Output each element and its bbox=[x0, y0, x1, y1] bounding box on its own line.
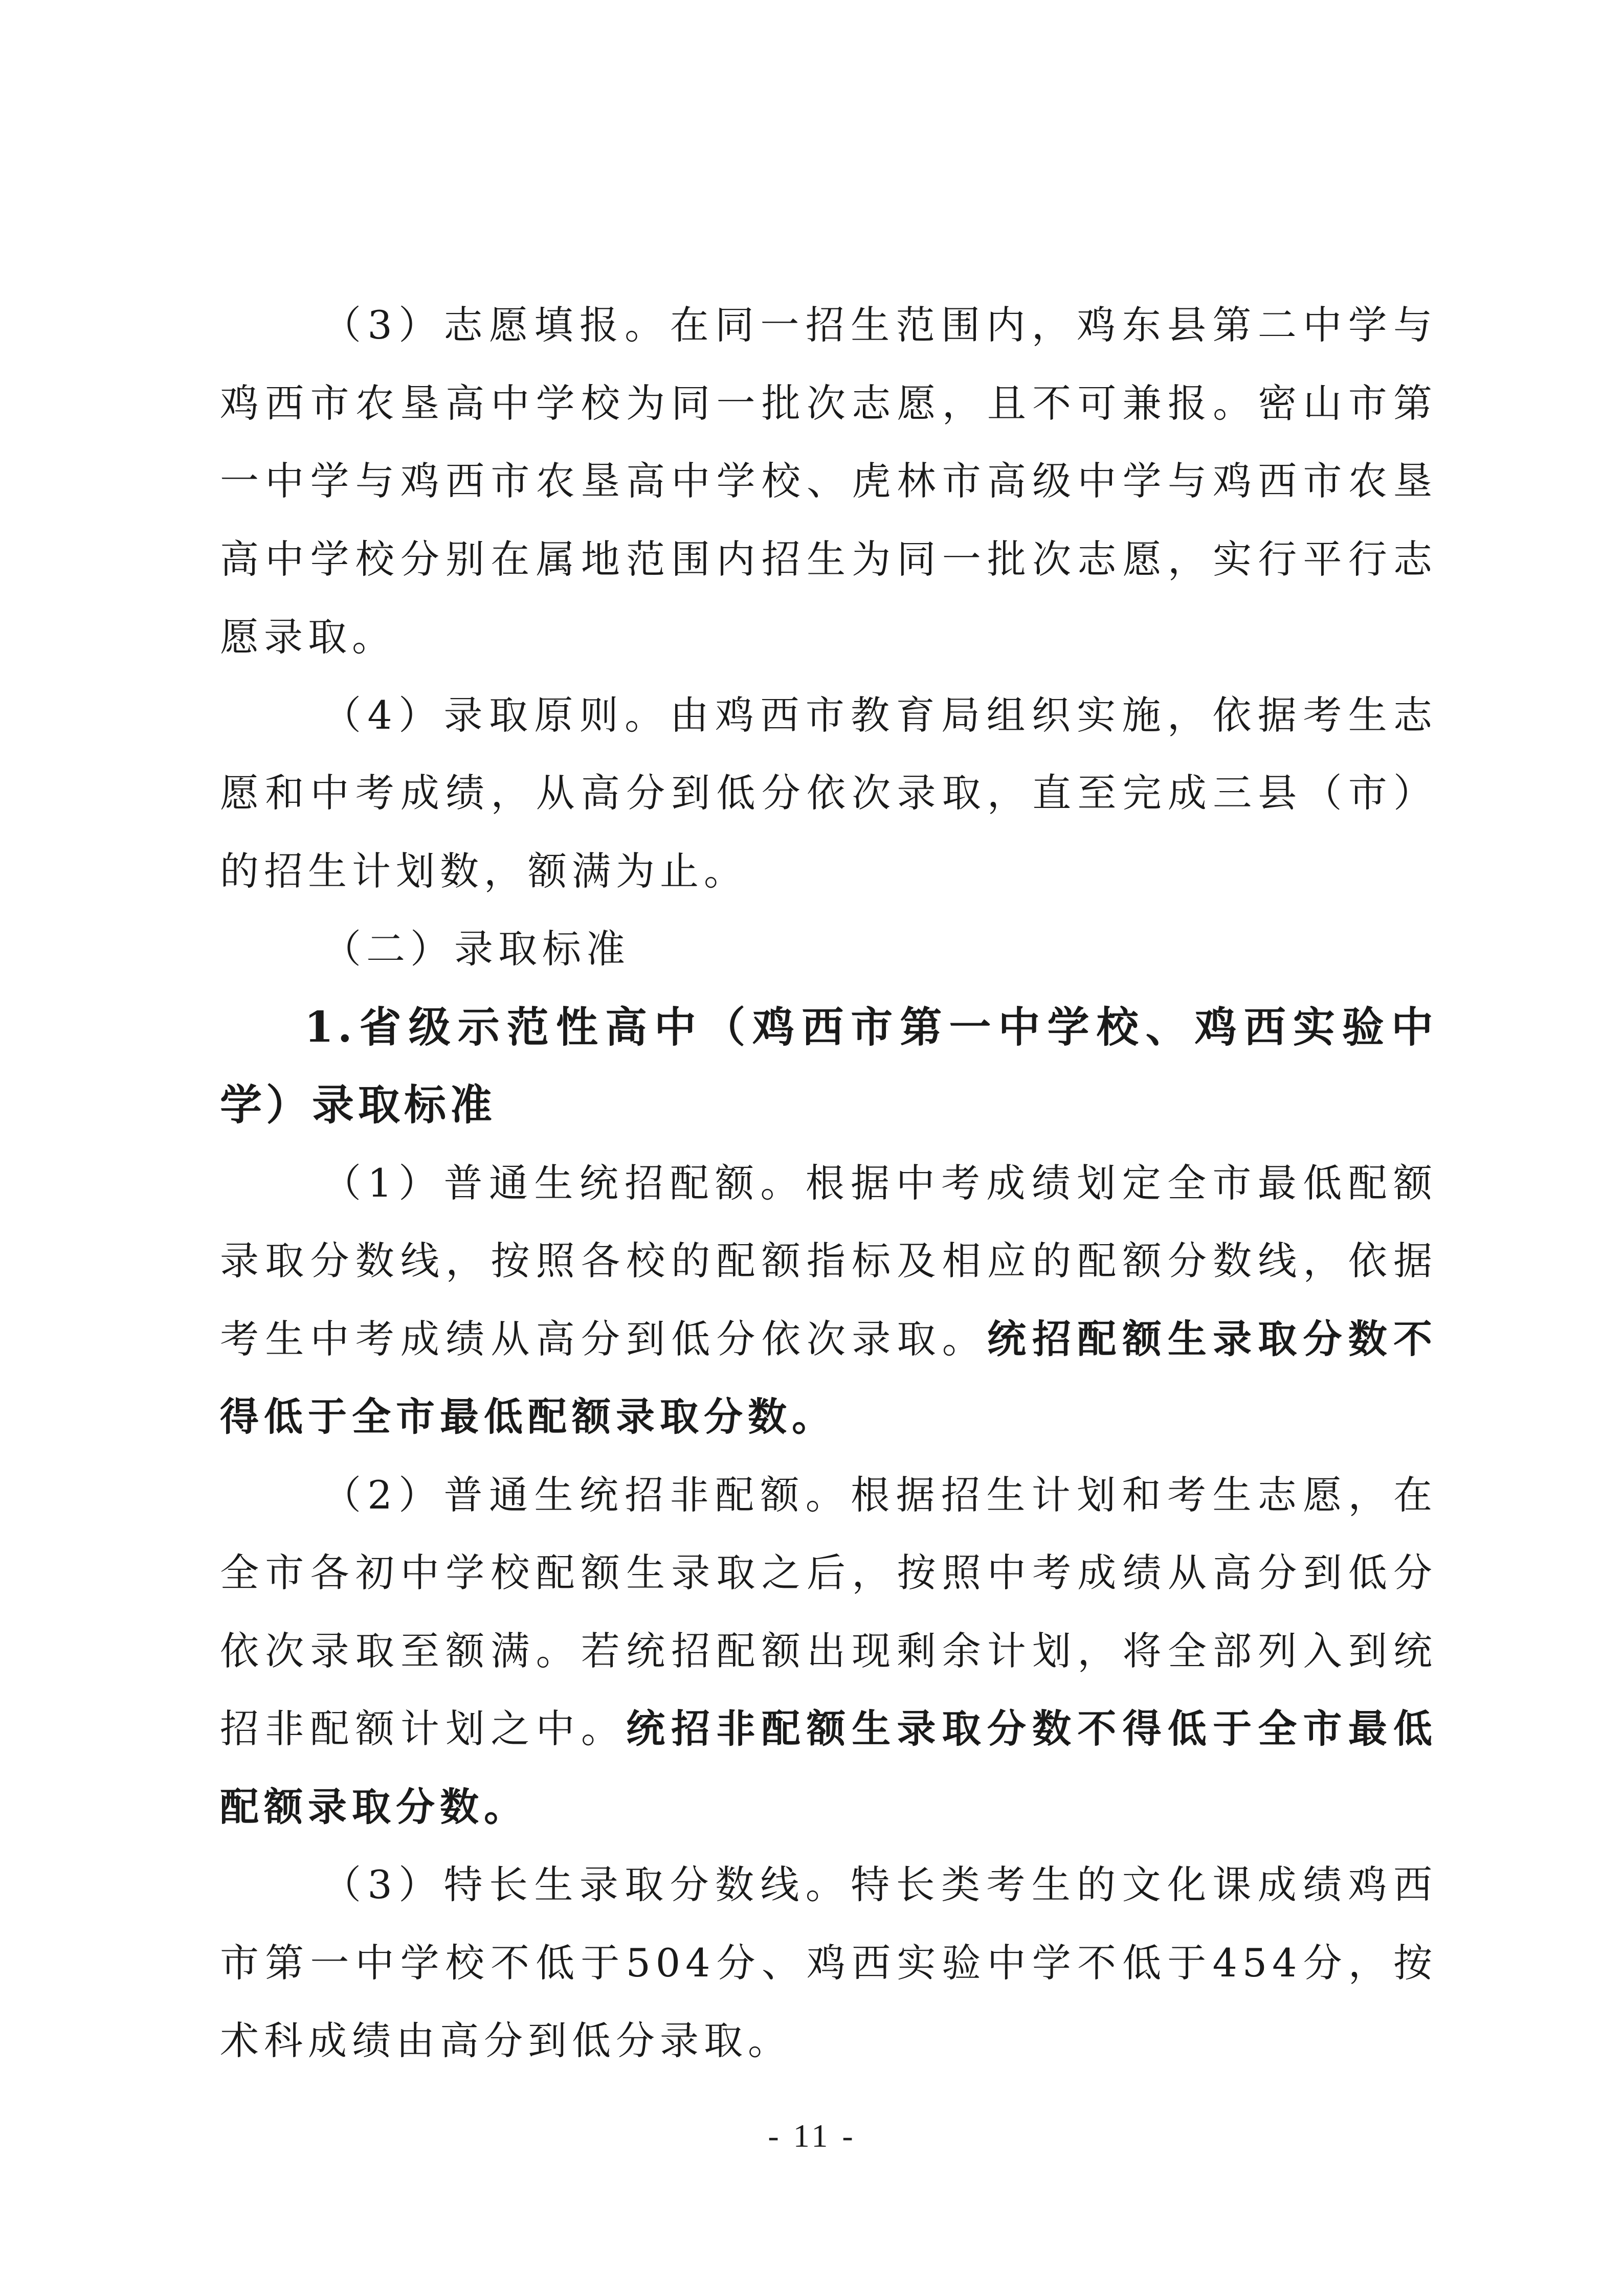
paragraph-specialty-admission: （3）特长生录取分数线。特长类考生的文化课成绩鸡西市第一中学校不低于504分、鸡西实验中学不低于454分，按术科成绩由高分到低分录取。 bbox=[220, 1862, 1437, 2063]
page-number: - 11 - bbox=[768, 2118, 856, 2154]
paragraph-admission-principle: （4）录取原则。由鸡西市教育局组织实施，依据考生志愿和中考成绩，从高分到低分依次录取，直至完成三县（市）的招生计划数，额满为止。 bbox=[220, 692, 1437, 894]
subsection-heading-provincial-schools: 1.省级示范性高中（鸡西市第一中学校、鸡西实验中学）录取标准 bbox=[220, 1002, 1437, 1130]
non-quota-admission-emphasis: 统招非配额生录取分数不得低于全市最低配额录取分数。 bbox=[220, 1706, 1438, 1830]
section-heading-admission-standard: （二）录取标准 bbox=[322, 926, 630, 972]
non-quota-admission-text: （2）普通生统招非配额。根据招生计划和考生志愿，在全市各初中学校配额生录取之后，按照中考成绩从高分到低分依次录取至额满。若统招配额出现剩余计划，将全部列入到统招非配额计划之中。 bbox=[220, 1472, 1437, 1751]
quota-admission-emphasis: 统招配额生录取分数不得低于全市最低配额录取分数。 bbox=[220, 1316, 1438, 1439]
paragraph-volunteer-filling: （3）志愿填报。在同一招生范围内，鸡东县第二中学与鸡西市农垦高中学校为同一批次志愿，且不可兼报。密山市第一中学与鸡西市农垦高中学校、虎林市高级中学与鸡西市农垦高中学校分别在属地范围内招生为同一批次志愿，实行平行志愿录取。 bbox=[220, 302, 1437, 660]
quota-admission-text: （1）普通生统招配额。根据中考成绩划定全市最低配额录取分数线，按照各校的配额指标及相应的配额分数线，依据考生中考成绩从高分到低分依次录取。 bbox=[220, 1160, 1437, 1362]
paragraph-non-quota-admission bbox=[220, 1456, 1437, 1847]
paragraph-quota-admission bbox=[220, 1144, 1437, 1456]
document-body bbox=[220, 286, 1437, 2080]
